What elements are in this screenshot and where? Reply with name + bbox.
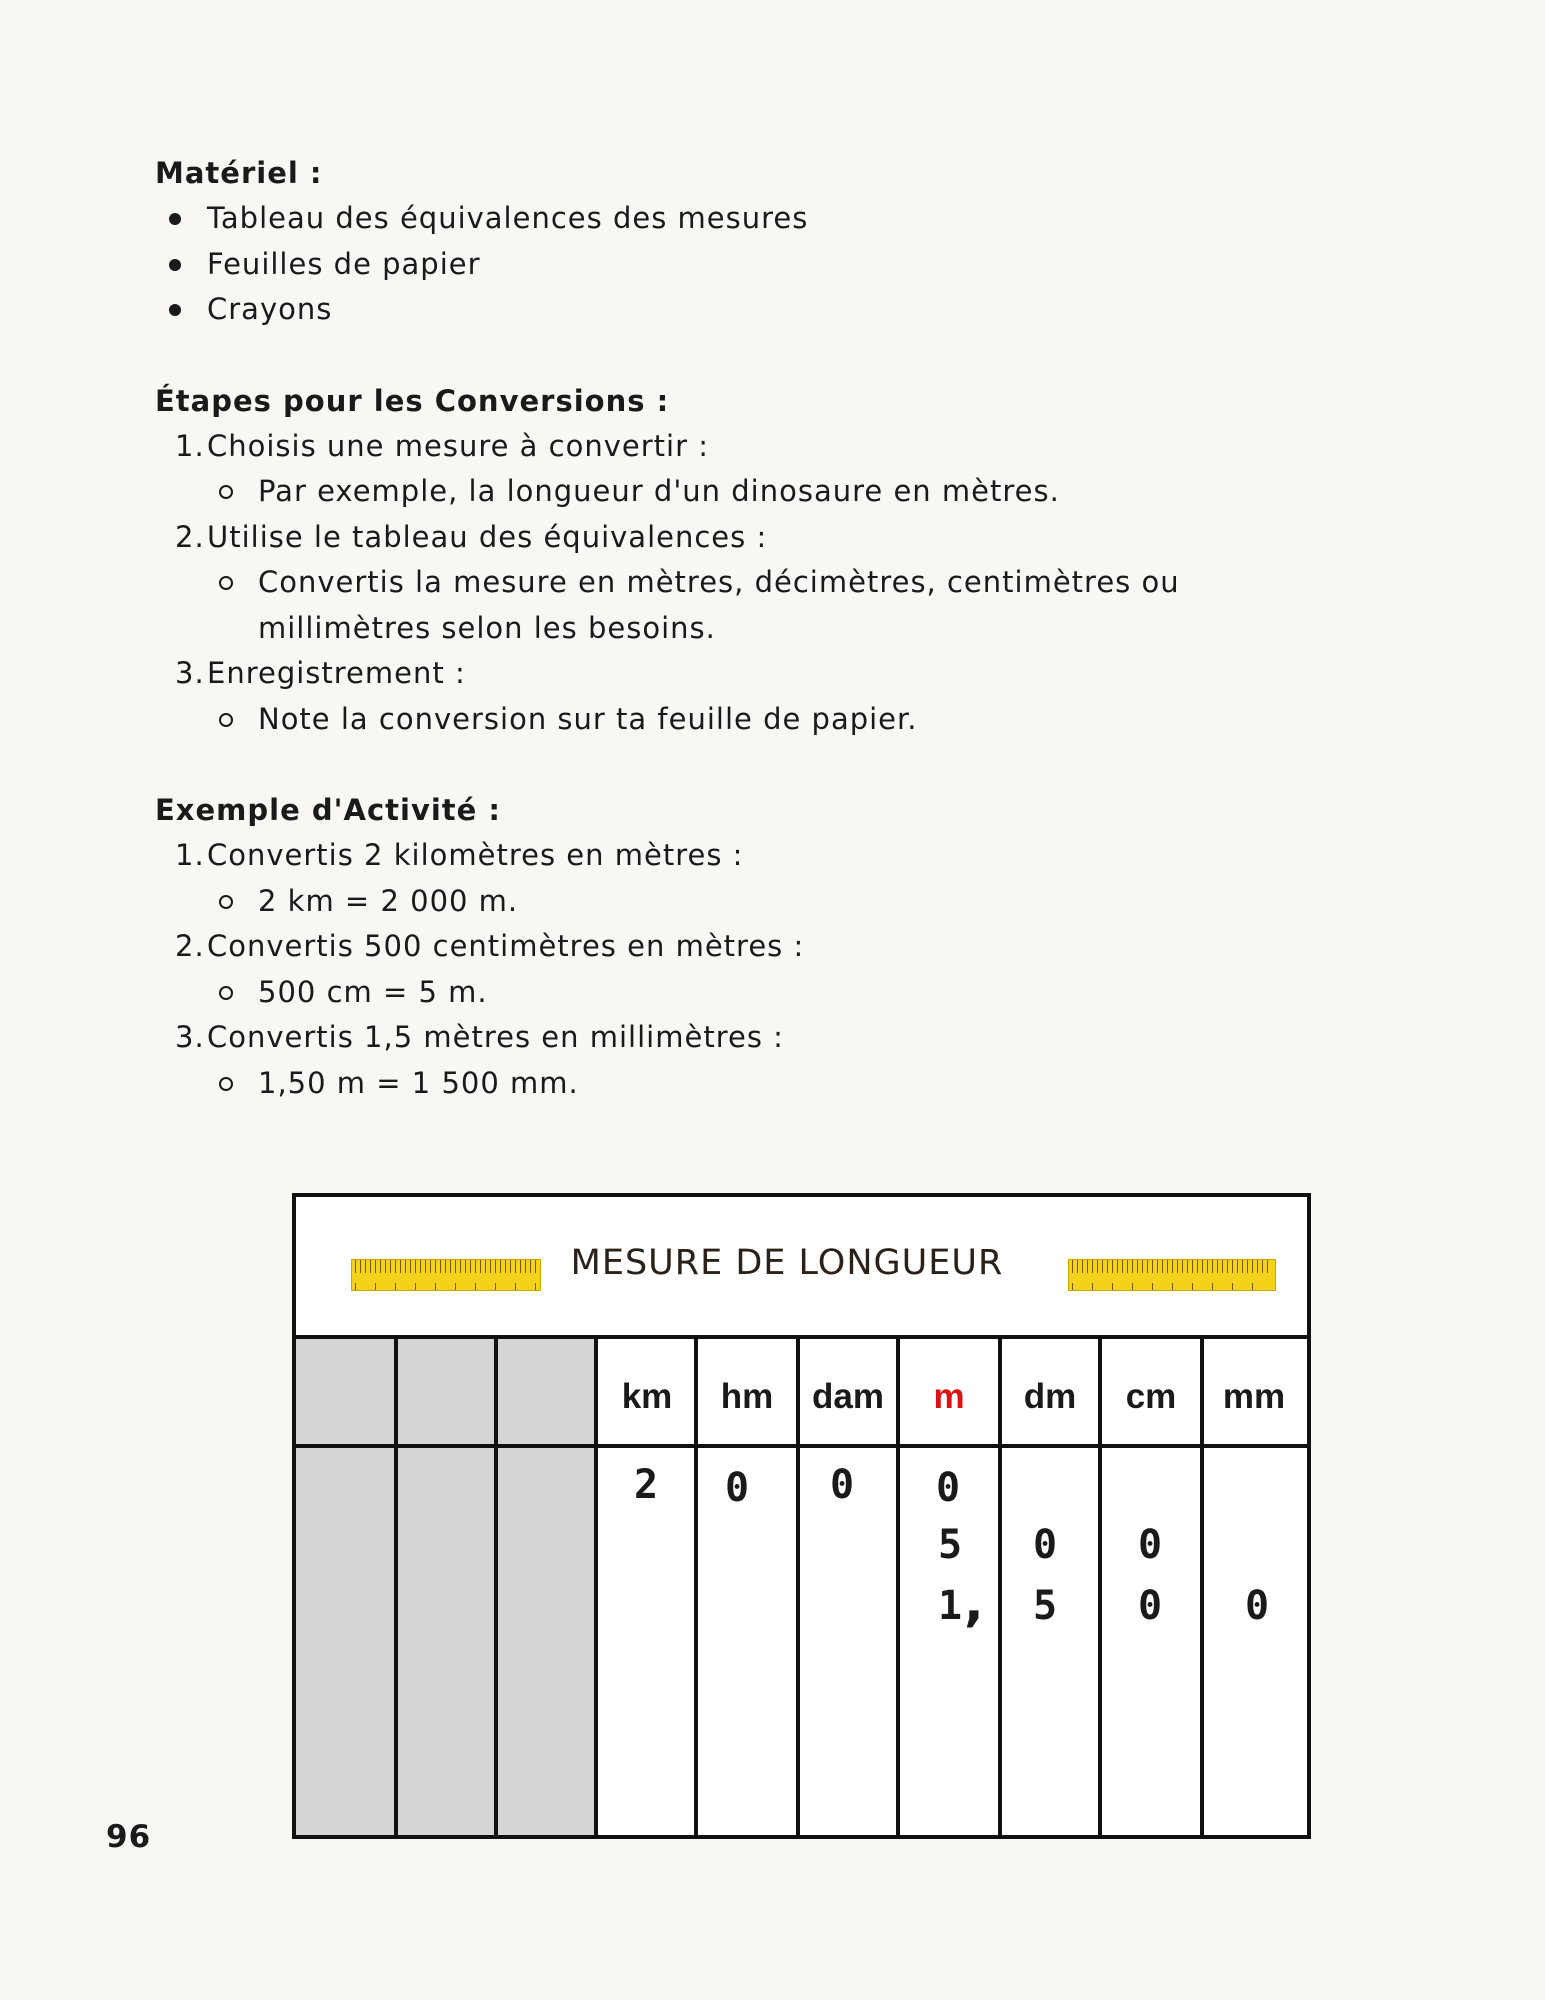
step-item: 1. Convertis 2 kilomètres en mètres : [175,838,744,872]
list-item: Feuilles de papier [155,242,1305,288]
table-digit: 5 [1032,1583,1058,1629]
circle-bullet-icon [219,986,233,1000]
circle-bullet-icon [219,485,233,499]
table-digit: 0 [1137,1583,1163,1629]
unit-header-mm: mm [1222,1377,1286,1416]
conversion-table [292,1193,1311,1839]
circle-bullet-icon [219,576,233,590]
page-number: 96 [106,1819,152,1855]
table-title-row [296,1197,1307,1339]
table-digit: 1 [937,1583,963,1629]
sub-item: 1,50 m = 1 500 mm. [155,1061,1305,1107]
sub-item: 2 km = 2 000 m. [155,879,1305,925]
step-item: 3. Convertis 1,5 mètres en millimètres : [175,1020,784,1054]
table-digit: 0 [935,1465,961,1511]
step-item: 3. Enregistrement : [175,656,466,690]
unit-header-dam: dam [812,1377,884,1416]
bullet-icon [169,259,181,271]
list-item: Tableau des équivalences des mesures [155,196,1305,242]
sub-item-continued: millimètres selon les besoins. [258,610,716,645]
table-digit: 0 [1032,1522,1058,1568]
materiel-heading: Matériel : [155,156,323,190]
unit-header-cm: cm [1125,1377,1177,1416]
table-digit: 0 [1137,1522,1163,1568]
table-digit: 5 [937,1522,963,1568]
sub-item: Convertis la mesure en mètres, décimètres, centimètres ou [155,560,1305,606]
bullet-icon [169,304,181,316]
circle-bullet-icon [219,713,233,727]
sub-item: Note la conversion sur ta feuille de papier. [155,697,1305,743]
step-item: 2. Convertis 500 centimètres en mètres : [175,929,805,963]
page-content [155,150,1305,1106]
unit-header-km: km [621,1377,673,1416]
list-item: Crayons [155,287,1305,333]
empty-columns [296,1339,596,1835]
table-digit: 0 [724,1465,750,1511]
exemple-heading: Exemple d'Activité : [155,793,502,827]
ruler-icon [1068,1259,1276,1291]
table-digit: 2 [633,1462,659,1508]
circle-bullet-icon [219,1077,233,1091]
table-title: MESURE DE LONGUEUR [570,1243,1004,1283]
table-digit: 0 [1244,1583,1270,1629]
table-decimal-comma: , [964,1573,984,1633]
step-item: 1. Choisis une mesure à convertir : [175,428,709,463]
unit-header-hm: hm [720,1377,774,1416]
sub-item: 500 cm = 5 m. [155,970,1305,1016]
circle-bullet-icon [219,895,233,909]
table-digit: 0 [829,1462,855,1508]
unit-header-dm: dm [1023,1377,1077,1416]
sub-item: Par exemple, la longueur d'un dinosaure en mètres. [155,469,1305,515]
bullet-icon [169,213,181,225]
etapes-heading: Étapes pour les Conversions : [155,383,670,418]
step-item: 2. Utilise le tableau des équivalences : [175,519,768,554]
unit-header-m: m [933,1377,965,1416]
